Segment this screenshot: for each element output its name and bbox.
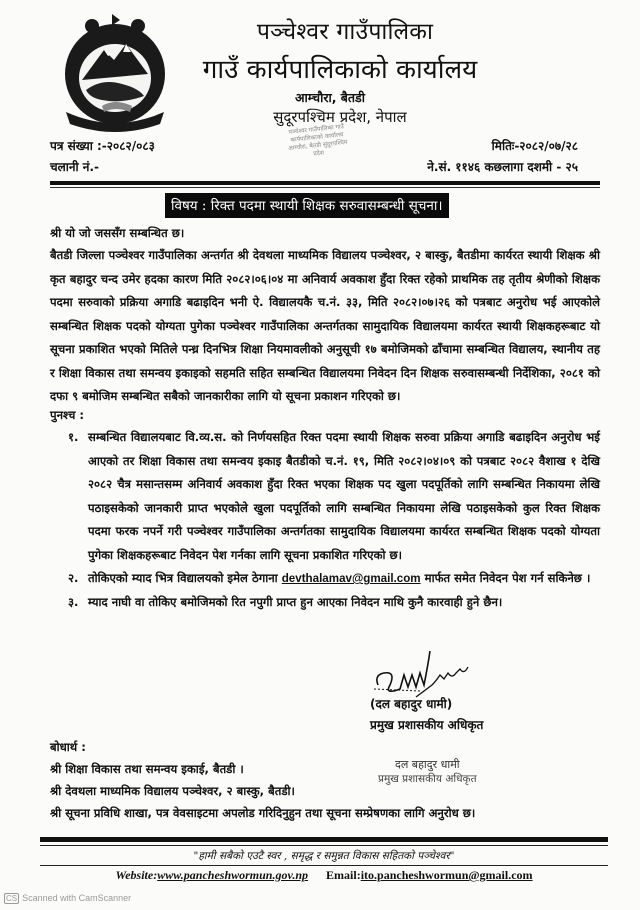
nepal-sambat-date: ने.सं. ११४६ कछलागा दशमी - २५ <box>427 160 578 174</box>
footer-divider-thin <box>40 845 608 846</box>
item-number: ३. <box>68 594 79 609</box>
footer-contacts <box>40 868 608 883</box>
letter-date: मितिः-२०८२/०७/२८ <box>491 139 578 153</box>
office-name: पञ्चेश्वर गाउँपालिका <box>256 19 434 45</box>
item-text: सम्बन्धित विद्यालयबाट वि.व्य.स. को निर्णयसहित रिक्त पदमा स्थायी शिक्षक सरुवा प्रक्रिया अगाडि बढाइदिन अनुरोध भई आएको तर शिक्षा विकास तथा समन्वय इकाइ बैतडीको च.नं. १९, मिति २०८२।०४।०९ को पत्रबाट २०८२ वैशाख १ देखि २०८२ चैत्र मसान्तसम्म अनिवार्य अवकाश हुँदा रिक्त भएका शिक्षक पद खुला पदपूर्तिको लागि सम्बन्धित निकायमा लेखि पठाइसकेको जानकारी प्राप्त भएकोले खुला पदपूर्तिको लागि सम्बन्धित निकायमा लेखि पठाइसकेको कुल रिक्त शिक्षक पदमा फरक नपर्ने गरी पञ्चेश्वर गाउँपालिका अन्तर्गतका सामुदायिक विद्यालयमा कार्यरत सम्बन्धित शिक्षक पदको योग्यता पुगेका शिक्षकहरूबाट निवेदन पेश गर्नका लागि सूचना प्रकाशित गरिएको छ। <box>88 430 600 562</box>
signer-name: (दल बहादुर धामी) <box>370 697 453 711</box>
scanner-watermark <box>4 893 131 903</box>
header-divider-thin <box>50 187 600 188</box>
reference-number: पत्र संख्या :-२०८२/०८३ <box>50 139 155 153</box>
office-email-link[interactable]: ito.pancheshwormun@gmail.com <box>360 868 533 882</box>
item-text: म्याद नाघी वा तोकिए बमोजिमको रित नपुगी प्राप्त हुन आएका निवेदन माथि कुनै कारवाही हुने छैन। <box>88 594 503 609</box>
postscript-item <box>68 426 600 567</box>
website-label: Website: <box>115 868 158 882</box>
footer-divider-thick <box>40 837 608 842</box>
cc-recipient: श्री देवथला माध्यमिक विद्यालय पञ्चेश्वर, २ बास्कु, बैतडी। <box>50 784 295 798</box>
item-text-after: मार्फत समेत निवेदन पेश गर्न सकिनेछ । <box>424 571 591 585</box>
dispatch-number: चलानी नं.- <box>50 160 100 174</box>
watermark-text: Scanned with CamScanner <box>22 893 132 903</box>
school-email-link[interactable]: devthalamav@gmail.com <box>281 572 421 585</box>
cc-recipient: श्री शिक्षा विकास तथा समन्वय इकाई, बैतडी । <box>50 762 244 776</box>
signer-title: प्रमुख प्रशासकीय अधिकृत <box>370 718 484 732</box>
salutation: श्री यो जो जससँग सम्बन्धित छ। <box>50 226 185 240</box>
address-line-2: सुदूरपश्चिम प्रदेश, नेपाल <box>273 108 407 126</box>
subject-banner: विषय : रिक्त पदमा स्थायी शिक्षक सरुवासम्बन्धी सूचना। <box>165 193 449 218</box>
official-seal-title: प्रमुख प्रशासकीय अधिकृत <box>378 773 477 785</box>
header-divider-thick <box>50 181 600 185</box>
website-link[interactable]: www.pancheshwormun.gov.np <box>157 868 309 882</box>
email-label: Email: <box>326 868 361 882</box>
office-stamp: पञ्चेश्वर गाउँपालिका गाउँ कार्यपालिकाको कार्यालय आम्चौरा, बैतडी सुदूरपश्चिम प्रदेश <box>287 123 348 158</box>
postscript-list <box>68 426 600 614</box>
footer-motto: "हामी सबैको एउटै स्वर , समृद्ध र समुन्नत विकास सहितको पञ्चेश्वर" <box>193 850 455 862</box>
official-seal-name: दल बहादुर धामी <box>395 758 460 771</box>
postscript-item <box>68 567 600 591</box>
body-paragraph: बैतडी जिल्ला पञ्चेश्वर गाउँपालिका अन्तर्गत श्री देवथला माध्यमिक विद्यालय पञ्चेश्वर, २ बास्कु, बैतडीमा कार्यरत स्थायी शिक्षक श्री कृत बहादुर चन्द उमेर हदका कारण मिति २०८२।०६।०४ मा अनिवार्य अवकाश हुँदा रिक्त रहेको प्राथमिक तह तृतीय श्रेणीको शिक्षक पदमा सरुवाको प्रक्रिया अगाडि बढाइदिन भनी ऐ. विद्यालयकै च.नं. ३३, मिति २०८२।०७।२६ को पत्रबाट अनुरोध भई आएकोले सम्बन्धित शिक्षक पदको योग्यता पुगेका पञ्चेश्वर गाउँपालिका अन्तर्गतका सामुदायिक विद्यालयमा कार्यरत स्थायी शिक्षकहरूबाट यो सूचना प्रकाशित भएको मितिले पन्ध्र दिनभित्र शिक्षा नियमावलीको अनुसूची १७ बमोजिमको ढाँचामा सम्बन्धित विद्यालय, स्थानीय तह र शिक्षा विकास तथा समन्वय इकाइको सहमति सहित सम्बन्धित विद्यालयमा निवेदन दिन शिक्षक सरुवासम्बन्धी निर्देशिका, २०८१ को दफा ९ बमोजिम सम्बन्धित सबैको जानकारीका लागि यो सूचना प्रकाशन गरिएको छ। <box>50 248 600 403</box>
camscanner-logo-icon: CS <box>6 894 18 903</box>
nepal-government-emblem-icon <box>52 8 178 134</box>
footer-divider-thin-2 <box>40 865 608 866</box>
cc-label: बोधार्थ : <box>50 740 86 754</box>
cc-recipient: श्री सूचना प्रविधि शाखा, पत्र वेवसाइटमा अपलोड गरिदिनुहुन तथा सूचना सम्प्रेषणका लागि अनुरोध छ। <box>50 806 476 820</box>
address-line-1: आम्चौरा, बैतडी <box>295 90 365 105</box>
office-title: गाउँ कार्यपालिकाको कार्यालय <box>202 55 478 85</box>
item-text-before: तोकिएको म्याद भित्र विद्यालयको इमेल ठेगाना <box>88 571 278 585</box>
item-number: १. <box>68 430 79 444</box>
postscript-label: पुनश्च : <box>50 408 84 422</box>
postscript-item <box>68 591 600 615</box>
item-number: २. <box>68 571 79 585</box>
